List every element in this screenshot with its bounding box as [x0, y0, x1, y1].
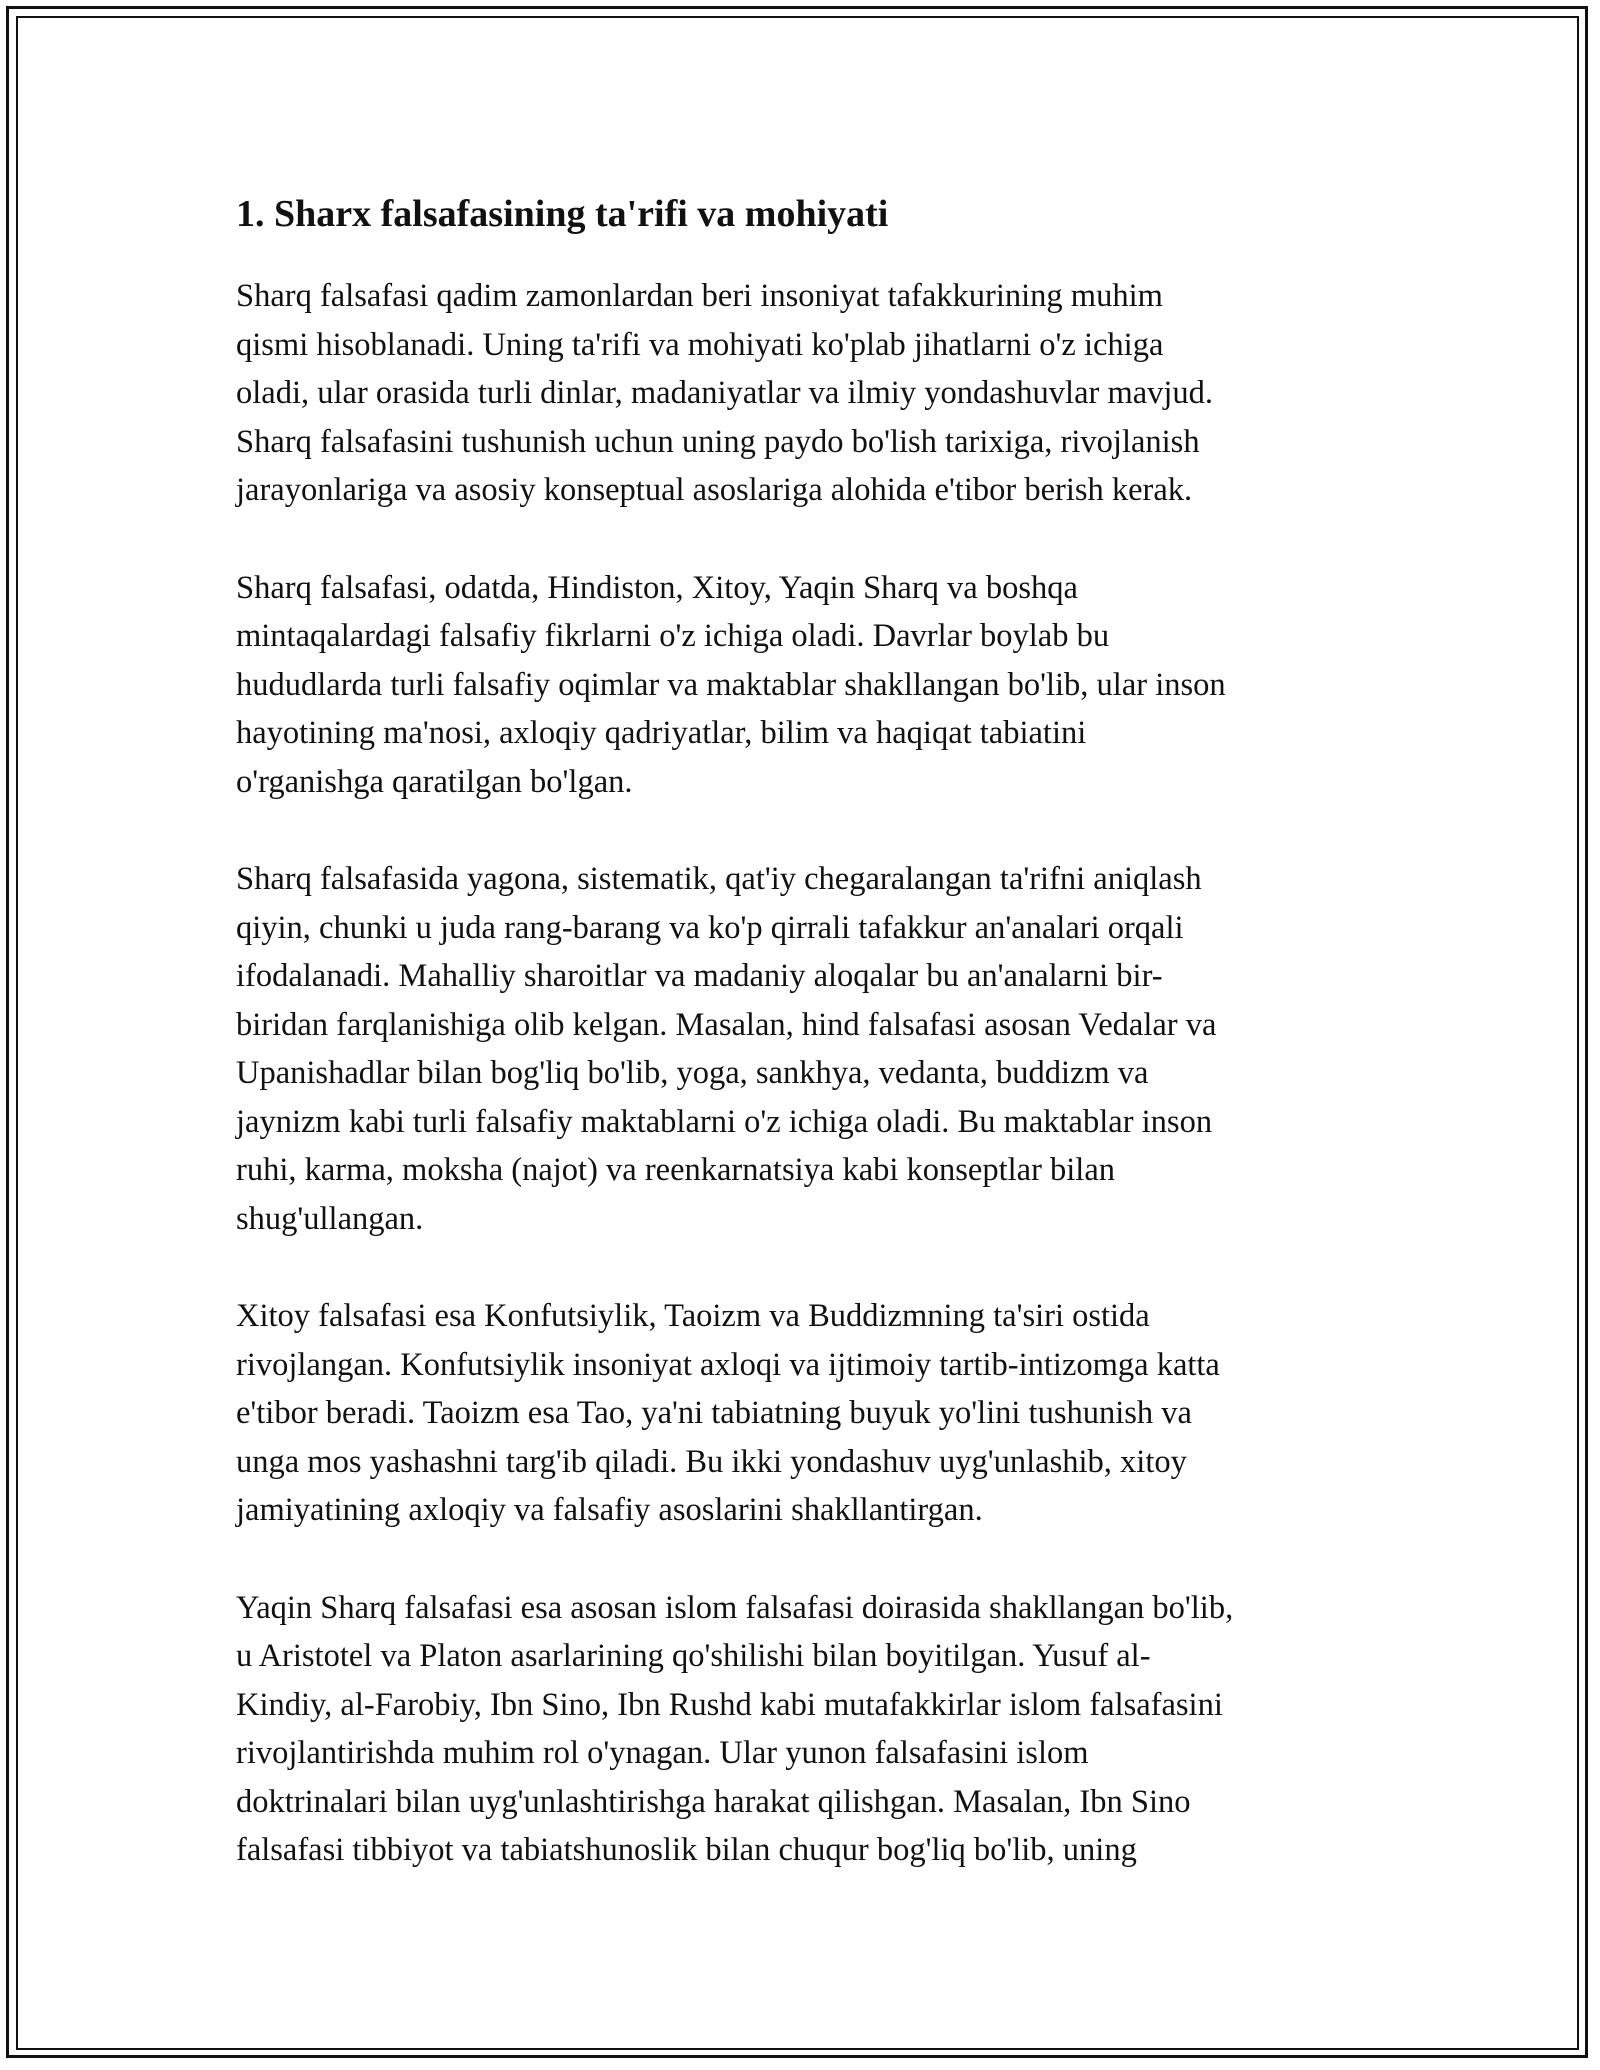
- text-line: qiyin, chunki u juda rang-barang va ko'p qirrali tafakkur an'analari orqali: [236, 909, 1184, 946]
- text-line: unga mos yashashni targ'ib qiladi. Bu ikki yondashuv uyg'unlashib, xitoy: [236, 1443, 1187, 1480]
- text-line: ifodalanadi. Mahalliy sharoitlar va madaniy aloqalar bu an'analarni bir-: [236, 958, 1163, 994]
- text-line: Sharq falsafasi, odatda, Hindiston, Xitoy, Yaqin Sharq va boshqa: [236, 569, 1078, 606]
- text-line: Xitoy falsafasi esa Konfutsiylik, Taoizm va Buddizmning ta'siri ostida: [236, 1298, 1150, 1334]
- text-line: biridan farqlanishiga olib kelgan. Masalan, hind falsafasi asosan Vedalar va: [236, 1006, 1217, 1043]
- text-line: jaynizm kabi turli falsafiy maktablarni o'z ichiga oladi. Bu maktablar inson: [236, 1103, 1213, 1140]
- document-body: [236, 184, 1384, 1924]
- text-line: falsafasi tibbiyot va tabiatshunoslik bilan chuqur bog'liq bo'lib, uning: [236, 1832, 1137, 1868]
- text-line: shug'ullangan.: [236, 1200, 424, 1237]
- text-line: qismi hisoblanadi. Uning ta'rifi va mohiyati ko'plab jihatlarni o'z ichiga: [236, 326, 1164, 363]
- text-line: Sharq falsafasi qadim zamonlardan beri insoniyat tafakkurining muhim: [236, 278, 1163, 314]
- paragraph-4: [236, 1292, 1384, 1535]
- paragraph-2: [236, 564, 1384, 807]
- text-line: Kindiy, al-Farobiy, Ibn Sino, Ibn Rushd kabi mutafakkirlar islom falsafasini: [236, 1686, 1223, 1723]
- paragraph-3: [236, 855, 1384, 1243]
- text-line: doktrinalari bilan uyg'unlashtirishga harakat qilishgan. Masalan, Ibn Sino: [236, 1783, 1191, 1820]
- text-line: Sharq falsafasida yagona, sistematik, qat'iy chegaralangan ta'rifni aniqlash: [236, 861, 1202, 897]
- paragraph-5: [236, 1584, 1384, 1875]
- text-line: o'rganishga qaratilgan bo'lgan.: [236, 763, 633, 800]
- text-line: Upanishadlar bilan bog'liq bo'lib, yoga, sankhya, vedanta, buddizm va: [236, 1055, 1149, 1091]
- text-line: u Aristotel va Platon asarlarining qo'shilishi bilan boyitilgan. Yusuf al-: [236, 1638, 1151, 1674]
- text-line: ruhi, karma, moksha (najot) va reenkarnatsiya kabi konseptlar bilan: [236, 1152, 1116, 1188]
- text-line: oladi, ular orasida turli dinlar, madaniyatlar va ilmiy yondashuvlar mavjud.: [236, 375, 1214, 411]
- section-heading: 1. Sharx falsafasining ta'rifi va mohiyati: [236, 193, 889, 235]
- text-line: rivojlantirishda muhim rol o'ynagan. Ular yunon falsafasini islom: [236, 1735, 1089, 1771]
- text-line: jarayonlariga va asosiy konseptual asoslariga alohida e'tibor berish kerak.: [236, 472, 1193, 508]
- text-line: jamiyatining axloqiy va falsafiy asoslarini shakllantirgan.: [236, 1492, 983, 1528]
- text-line: e'tibor beradi. Taoizm esa Tao, ya'ni tabiatning buyuk yo'lini tushunish va: [236, 1395, 1192, 1431]
- text-line: Sharq falsafasini tushunish uchun uning paydo bo'lish tarixiga, rivojlanish: [236, 423, 1200, 460]
- text-line: hududlarda turli falsafiy oqimlar va maktablar shakllangan bo'lib, ular inson: [236, 666, 1226, 703]
- text-line: mintaqalardagi falsafiy fikrlarni o'z ichiga oladi. Davrlar boylab bu: [236, 618, 1110, 654]
- paragraph-1: [236, 272, 1384, 515]
- text-line: Yaqin Sharq falsafasi esa asosan islom falsafasi doirasida shakllangan bo'lib,: [236, 1589, 1234, 1626]
- text-line: hayotining ma'nosi, axloqiy qadriyatlar, bilim va haqiqat tabiatini: [236, 715, 1087, 751]
- text-line: rivojlangan. Konfutsiylik insoniyat axloqi va ijtimoiy tartib-intizomga katta: [236, 1346, 1220, 1383]
